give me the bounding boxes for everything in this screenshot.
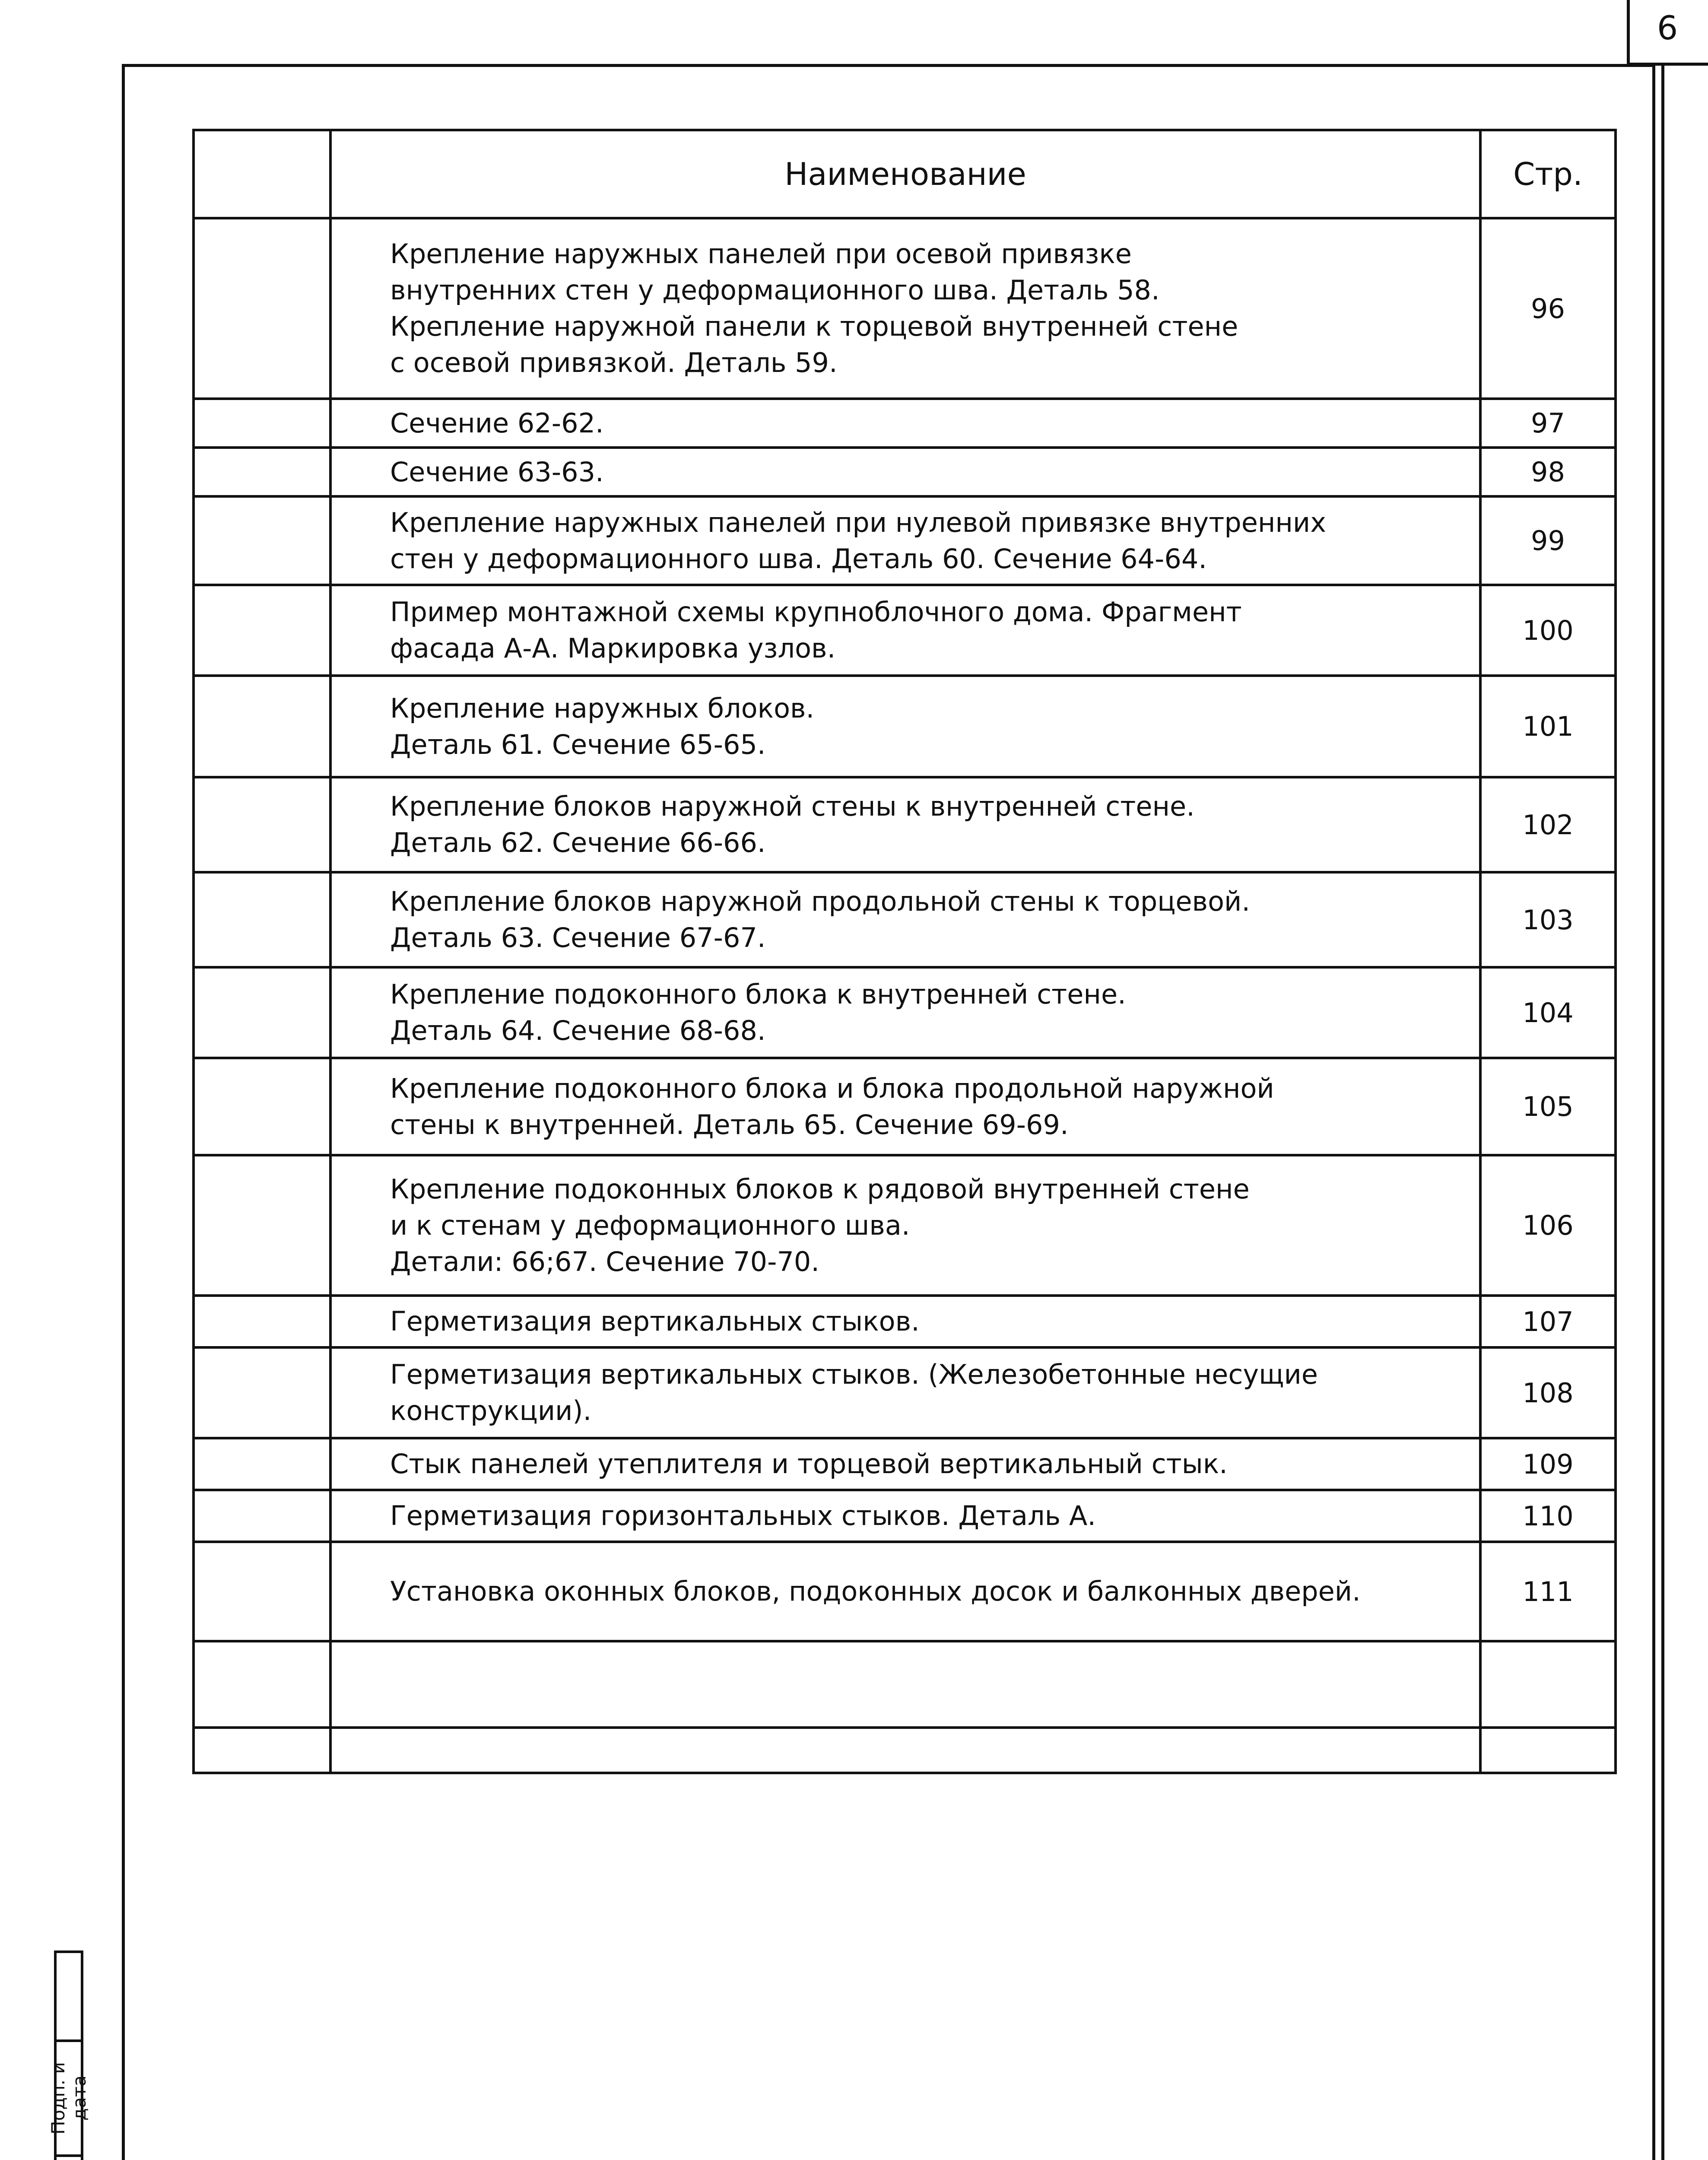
row-blank-cell: [194, 1058, 330, 1155]
row-page: 104: [1480, 967, 1616, 1058]
table-row: [194, 967, 1616, 1058]
table-row: [194, 1296, 1616, 1347]
table-row: [194, 872, 1616, 967]
row-blank-cell: [194, 585, 330, 676]
row-page: 98: [1480, 448, 1616, 496]
table-row: [194, 218, 1616, 399]
binding-stamp: [48, 1950, 90, 2160]
row-blank-cell: [194, 1438, 330, 1490]
row-name: Герметизация вертикальных стыков.: [390, 1306, 920, 1337]
row-name-cell: [330, 1490, 1480, 1542]
table-row: [194, 676, 1616, 777]
row-page: 97: [1480, 399, 1616, 448]
row-blank-cell: [194, 872, 330, 967]
table-row: [194, 1728, 1616, 1773]
table-row: [194, 448, 1616, 496]
row-name: Герметизация горизонтальных стыков. Деталь А.: [390, 1500, 1096, 1531]
row-name: Герметизация вертикальных стыков. (Железобетонные несущие конструкции).: [390, 1359, 1318, 1426]
row-name-cell: [330, 1641, 1480, 1728]
row-blank-cell: [194, 1296, 330, 1347]
row-blank-cell: [194, 1641, 330, 1728]
table-row: [194, 777, 1616, 872]
page-number: 6: [1657, 9, 1678, 47]
row-blank-cell: [194, 399, 330, 448]
row-name-cell: [330, 1728, 1480, 1773]
row-name-cell: [330, 1296, 1480, 1347]
frame-right-edge: [1661, 64, 1664, 2160]
row-name-cell: [330, 399, 1480, 448]
row-page: 100: [1480, 585, 1616, 676]
row-blank-cell: [194, 1728, 330, 1773]
header-blank-cell: [194, 130, 330, 218]
row-name: Крепление подоконного блока к внутренней стене. Деталь 64. Сечение 68-68.: [390, 978, 1126, 1046]
row-name: Сечение 63-63.: [390, 456, 604, 488]
contents-table: [192, 129, 1617, 1774]
row-page: 111: [1480, 1542, 1616, 1641]
row-page: 101: [1480, 676, 1616, 777]
table-row: [194, 1641, 1616, 1728]
row-name-cell: [330, 676, 1480, 777]
row-page: 107: [1480, 1296, 1616, 1347]
row-page: 96: [1480, 218, 1616, 399]
table-row: [194, 1490, 1616, 1542]
table-row: [194, 1155, 1616, 1296]
row-page: [1480, 1728, 1616, 1773]
row-blank-cell: [194, 496, 330, 585]
row-name-cell: [330, 448, 1480, 496]
row-page: 102: [1480, 777, 1616, 872]
row-blank-cell: [194, 1542, 330, 1641]
row-blank-cell: [194, 448, 330, 496]
row-page: 108: [1480, 1347, 1616, 1438]
stamp-inv-no: [57, 2157, 81, 2160]
stamp-sign-date: Подп. и дата: [48, 2062, 90, 2135]
row-blank-cell: [194, 967, 330, 1058]
row-page: 106: [1480, 1155, 1616, 1296]
row-blank-cell: [194, 676, 330, 777]
row-blank-cell: [194, 777, 330, 872]
table-row: [194, 1058, 1616, 1155]
row-name: Пример монтажной схемы крупноблочного дома. Фрагмент фасада А-А. Маркировка узлов.: [390, 596, 1242, 664]
table-row: [194, 585, 1616, 676]
row-name-cell: [330, 496, 1480, 585]
row-page: 103: [1480, 872, 1616, 967]
row-name: Установка оконных блоков, подоконных досок и балконных дверей.: [390, 1576, 1361, 1607]
row-name-cell: [330, 1347, 1480, 1438]
row-name: Крепление подоконных блоков к рядовой внутренней стене и к стенам у деформационного шва. Детали: 66;67. Сечение 70-70.: [390, 1173, 1250, 1277]
row-name: Крепление блоков наружной продольной стены к торцевой. Деталь 63. Сечение 67-67.: [390, 886, 1251, 953]
table-row: [194, 1347, 1616, 1438]
table-header-row: [194, 130, 1616, 218]
row-blank-cell: [194, 218, 330, 399]
row-page: 99: [1480, 496, 1616, 585]
row-blank-cell: [194, 1347, 330, 1438]
header-name: Наименование: [330, 130, 1480, 218]
row-name: Крепление наружных блоков. Деталь 61. Сечение 65-65.: [390, 692, 815, 760]
table-row: [194, 496, 1616, 585]
row-name-cell: [330, 1155, 1480, 1296]
row-name-cell: [330, 777, 1480, 872]
row-name-cell: [330, 218, 1480, 399]
row-name: Стык панелей утеплителя и торцевой вертикальный стык.: [390, 1448, 1228, 1480]
row-name-cell: [330, 1058, 1480, 1155]
row-name: Крепление блоков наружной стены к внутренней стене. Деталь 62. Сечение 66-66.: [390, 791, 1195, 858]
table-row: [194, 1542, 1616, 1641]
row-blank-cell: [194, 1490, 330, 1542]
row-name: Крепление подоконного блока и блока продольной наружной стены к внутренней. Деталь 65. Сечение 69-69.: [390, 1072, 1274, 1140]
stamp-blank: [57, 1953, 81, 2039]
header-page: Стр.: [1480, 130, 1616, 218]
row-name-cell: [330, 1438, 1480, 1490]
row-page: [1480, 1641, 1616, 1728]
row-name-cell: [330, 1542, 1480, 1641]
row-blank-cell: [194, 1155, 330, 1296]
row-name: Сечение 62-62.: [390, 407, 604, 439]
row-name: Крепление наружных панелей при нулевой привязке внутренних стен у деформационного шва. Деталь 60. Сечение 64-64.: [390, 506, 1326, 575]
row-page: 110: [1480, 1490, 1616, 1542]
row-page: 105: [1480, 1058, 1616, 1155]
row-page: 109: [1480, 1438, 1616, 1490]
row-name-cell: [330, 585, 1480, 676]
row-name: Крепление наружных панелей при осевой привязке внутренних стен у деформационного шва. Деталь 58. Крепление наружной панели к торцевой внутренней стене с осевой привязкой. Деталь 59.: [390, 238, 1238, 378]
row-name-cell: [330, 872, 1480, 967]
table-row: [194, 399, 1616, 448]
table-row: [194, 1438, 1616, 1490]
row-name-cell: [330, 967, 1480, 1058]
